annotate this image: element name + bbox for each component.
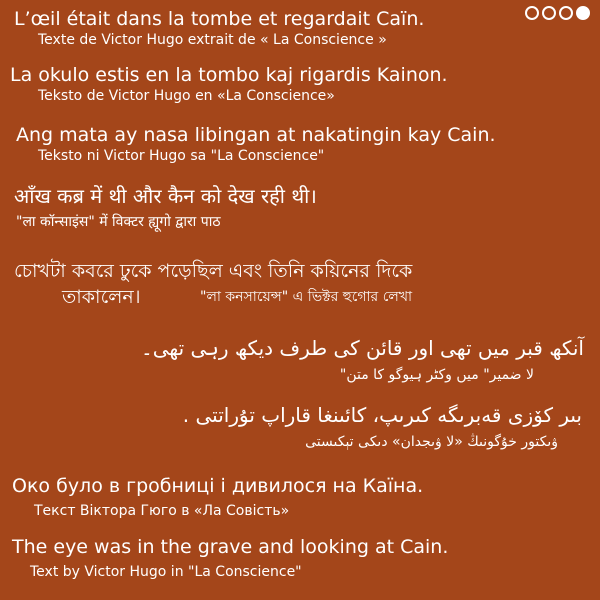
entry-bengali <box>0 258 600 318</box>
entry-main-text: آنکھ قبر میں تھی اور قائن کی طرف دیکھ رہی تھی۔ <box>140 336 584 360</box>
entry-source-text: Text by Victor Hugo in "La Conscience" <box>30 564 302 580</box>
entry-main-text: Ang mata ay nasa libingan at nakatingin kay Cain. <box>16 124 496 146</box>
entry-source-text: Teksto ni Victor Hugo sa "La Conscience" <box>38 148 325 164</box>
entry-main-text: La okulo estis en la tombo kaj rigardis Kainon. <box>10 64 448 86</box>
entry-main-text: بىر كۆزى قەبرىگە كىرىپ، كائىنغا قاراپ تۇراتتى . <box>182 403 582 427</box>
entry-uyghur <box>0 401 600 451</box>
entry-main-text: Око було в гробниці і дивилося на Каїна. <box>12 475 424 497</box>
entry-main-text-line1: চোখটা কবরে ঢুকে পড়েছিল এবং তিনি কয়িনের দিকে <box>14 260 413 282</box>
entry-main-text: आँख कब्र में थी और कैन को देख रही थी। <box>14 184 317 208</box>
entry-tagalog <box>0 123 600 165</box>
entry-english <box>0 535 600 581</box>
entry-main-text: The eye was in the grave and looking at Cain. <box>12 536 449 558</box>
entry-ukrainian <box>0 474 600 520</box>
entry-source-text: Teksto de Victor Hugo en «La Conscience» <box>38 88 335 104</box>
entry-source-text: Texte de Victor Hugo extrait de « La Conscience » <box>38 32 387 48</box>
entry-main-text: L’œil était dans la tombe et regardait Caïn. <box>14 8 425 30</box>
entry-source-text: لا ضمیر" میں وکٹر ہیوگو کا متن" <box>339 367 534 383</box>
entry-source-text: Текст Віктора Гюго в «Ла Совість» <box>34 503 290 519</box>
entry-hindi <box>0 183 600 231</box>
entry-urdu <box>0 334 600 384</box>
entry-french <box>0 7 600 49</box>
entry-source-text: "লা কনসায়েন্স" এ ভিক্টর হুগোর লেখা <box>200 289 413 305</box>
entry-esperanto <box>0 63 600 105</box>
entry-source-text: "ला कॉन्साइंस" में विक्टर ह्यूगो द्वारा पाठ <box>16 214 221 230</box>
entry-source-text: ۋىكتور خۇگونىڭ «لا ۋىجدان» دىكى تېكىستى <box>305 434 558 450</box>
entry-main-text-line2: তাকালেন। <box>62 286 141 308</box>
